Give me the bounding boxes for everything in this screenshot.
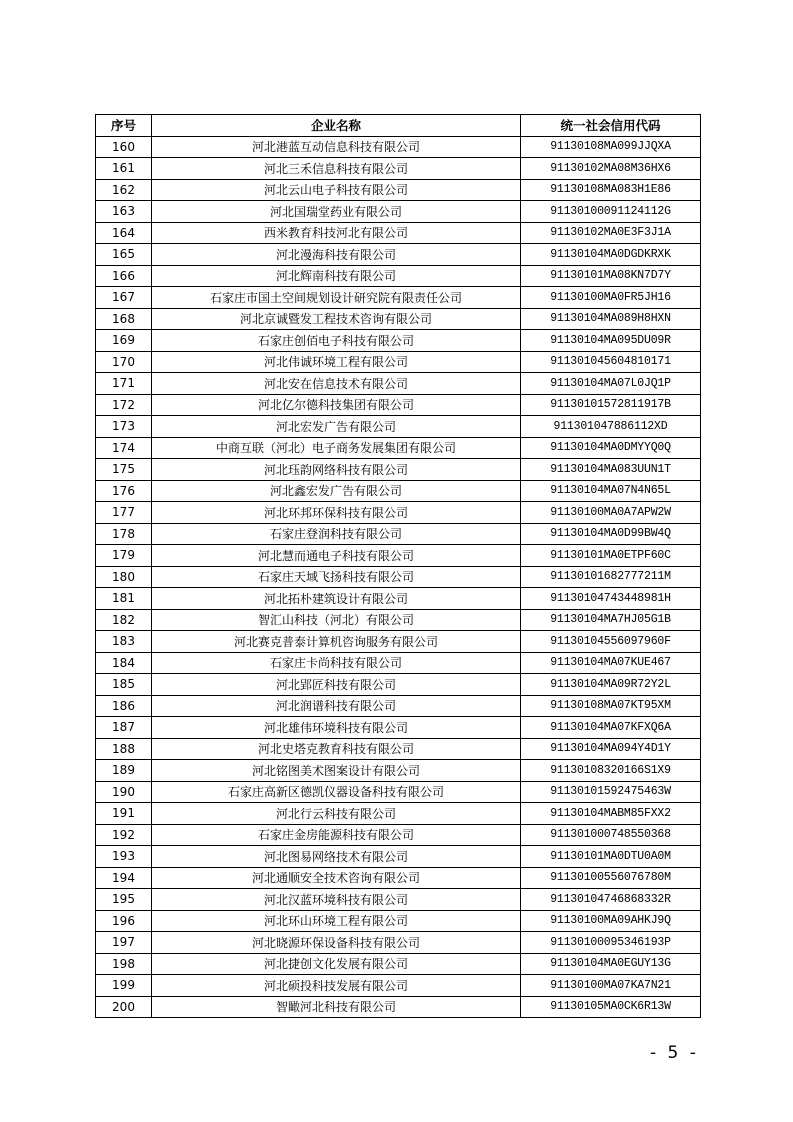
row-index: 184 (96, 652, 152, 674)
company-name: 河北史塔克教育科技有限公司 (152, 738, 521, 760)
company-name: 河北环邦环保科技有限公司 (152, 502, 521, 524)
credit-code: 91130100091124112G (521, 201, 701, 223)
row-index: 187 (96, 717, 152, 739)
row-index: 172 (96, 394, 152, 416)
credit-code: 91130104MABM85FXX2 (521, 803, 701, 825)
company-name: 河北赛克普泰计算机咨询服务有限公司 (152, 631, 521, 653)
credit-code: 91130104MA07KUE467 (521, 652, 701, 674)
table-row (96, 652, 701, 674)
company-name: 智汇山科技（河北）有限公司 (152, 609, 521, 631)
row-index: 161 (96, 158, 152, 180)
table-row (96, 738, 701, 760)
row-index: 180 (96, 566, 152, 588)
table-row (96, 867, 701, 889)
company-name: 河北云山电子科技有限公司 (152, 179, 521, 201)
enterprise-table (95, 114, 701, 1018)
row-index: 200 (96, 996, 152, 1018)
company-name: 河北鑫宏发广告有限公司 (152, 480, 521, 502)
table-row (96, 609, 701, 631)
table-row (96, 201, 701, 223)
credit-code: 91130104MA07N4N65L (521, 480, 701, 502)
row-index: 192 (96, 824, 152, 846)
table-row (96, 996, 701, 1018)
table-row (96, 846, 701, 868)
credit-code: 91130108320166S1X9 (521, 760, 701, 782)
row-index: 183 (96, 631, 152, 653)
table-row (96, 351, 701, 373)
row-index: 168 (96, 308, 152, 330)
table-row (96, 975, 701, 997)
row-index: 190 (96, 781, 152, 803)
credit-code: 91130108MA07KT95XM (521, 695, 701, 717)
row-index: 185 (96, 674, 152, 696)
row-index: 166 (96, 265, 152, 287)
table-row (96, 330, 701, 352)
table-row (96, 373, 701, 395)
credit-code: 91130100MA09AHKJ9Q (521, 910, 701, 932)
company-name: 石家庄登润科技有限公司 (152, 523, 521, 545)
row-index: 174 (96, 437, 152, 459)
company-name: 河北宏发广告有限公司 (152, 416, 521, 438)
credit-code: 91130104MA0D99BW4Q (521, 523, 701, 545)
table-row (96, 781, 701, 803)
table-row (96, 136, 701, 158)
table-row (96, 416, 701, 438)
credit-code: 91130104MA7HJ05G1B (521, 609, 701, 631)
row-index: 165 (96, 244, 152, 266)
company-name: 河北辉南科技有限公司 (152, 265, 521, 287)
company-name: 河北国瑞堂药业有限公司 (152, 201, 521, 223)
company-name: 河北漫海科技有限公司 (152, 244, 521, 266)
credit-code: 91130100556076780M (521, 867, 701, 889)
credit-code: 91130108MA083H1E86 (521, 179, 701, 201)
table-row (96, 308, 701, 330)
row-index: 191 (96, 803, 152, 825)
row-index: 162 (96, 179, 152, 201)
table-row (96, 953, 701, 975)
credit-code: 91130100MA07KA7N21 (521, 975, 701, 997)
table-row (96, 588, 701, 610)
company-name: 河北郢匠科技有限公司 (152, 674, 521, 696)
company-name: 河北捷创文化发展有限公司 (152, 953, 521, 975)
company-name: 河北润谱科技有限公司 (152, 695, 521, 717)
header-index: 序号 (96, 115, 152, 137)
header-credit-code: 统一社会信用代码 (521, 115, 701, 137)
table-row (96, 158, 701, 180)
company-name: 河北三禾信息科技有限公司 (152, 158, 521, 180)
table-row (96, 889, 701, 911)
row-index: 181 (96, 588, 152, 610)
company-name: 河北拓朴建筑设计有限公司 (152, 588, 521, 610)
company-name: 河北行云科技有限公司 (152, 803, 521, 825)
credit-code: 91130104MA0DGDKRXK (521, 244, 701, 266)
company-name: 河北珏韵网络科技有限公司 (152, 459, 521, 481)
row-index: 195 (96, 889, 152, 911)
credit-code: 91130104MA09R72Y2L (521, 674, 701, 696)
credit-code: 91130104MA07L0JQ1P (521, 373, 701, 395)
credit-code: 91130104MA083UUN1T (521, 459, 701, 481)
table-row (96, 717, 701, 739)
row-index: 173 (96, 416, 152, 438)
credit-code: 91130108MA099JJQXA (521, 136, 701, 158)
table-row (96, 287, 701, 309)
table-row (96, 222, 701, 244)
row-index: 196 (96, 910, 152, 932)
row-index: 193 (96, 846, 152, 868)
row-index: 163 (96, 201, 152, 223)
credit-code: 91130104556097960F (521, 631, 701, 653)
row-index: 160 (96, 136, 152, 158)
credit-code: 911301045604810171 (521, 351, 701, 373)
company-name: 河北硕投科技发展有限公司 (152, 975, 521, 997)
company-name: 智瞰河北科技有限公司 (152, 996, 521, 1018)
row-index: 178 (96, 523, 152, 545)
row-index: 199 (96, 975, 152, 997)
table-row (96, 674, 701, 696)
row-index: 176 (96, 480, 152, 502)
row-index: 169 (96, 330, 152, 352)
credit-code: 91130102MA0E3F3J1A (521, 222, 701, 244)
row-index: 186 (96, 695, 152, 717)
company-name: 河北汉蓝环境科技有限公司 (152, 889, 521, 911)
table-row (96, 179, 701, 201)
row-index: 164 (96, 222, 152, 244)
row-index: 179 (96, 545, 152, 567)
credit-code: 91130101572811917B (521, 394, 701, 416)
credit-code: 91130104MA0DMYYQ0Q (521, 437, 701, 459)
credit-code: 91130104MA07KFXQ6A (521, 717, 701, 739)
company-name: 河北亿尔德科技集团有限公司 (152, 394, 521, 416)
company-name: 石家庄天域飞扬科技有限公司 (152, 566, 521, 588)
table-row (96, 459, 701, 481)
row-index: 197 (96, 932, 152, 954)
table-header-row (96, 115, 701, 137)
credit-code: 91130100MA0A7APW2W (521, 502, 701, 524)
credit-code: 91130104743448981H (521, 588, 701, 610)
row-index: 198 (96, 953, 152, 975)
company-name: 石家庄创佰电子科技有限公司 (152, 330, 521, 352)
table-row (96, 631, 701, 653)
credit-code: 91130104MA0EGUY13G (521, 953, 701, 975)
table-row (96, 824, 701, 846)
header-company-name: 企业名称 (152, 115, 521, 137)
table-row (96, 437, 701, 459)
credit-code: 91130101MA0ETPF60C (521, 545, 701, 567)
table-row (96, 244, 701, 266)
row-index: 182 (96, 609, 152, 631)
table-body (96, 136, 701, 1018)
table-row (96, 803, 701, 825)
company-name: 河北港蓝互动信息科技有限公司 (152, 136, 521, 158)
company-name: 河北慧而通电子科技有限公司 (152, 545, 521, 567)
table-row (96, 695, 701, 717)
credit-code: 91130101MA08KN7D7Y (521, 265, 701, 287)
company-name: 河北安在信息技术有限公司 (152, 373, 521, 395)
row-index: 175 (96, 459, 152, 481)
credit-code: 911301000748550368 (521, 824, 701, 846)
table-row (96, 910, 701, 932)
table-row (96, 502, 701, 524)
company-name: 河北通顺安全技术咨询有限公司 (152, 867, 521, 889)
credit-code: 91130100095346193P (521, 932, 701, 954)
credit-code: 91130101592475463W (521, 781, 701, 803)
credit-code: 91130104MA095DU09R (521, 330, 701, 352)
row-index: 194 (96, 867, 152, 889)
credit-code: 91130104MA094Y4D1Y (521, 738, 701, 760)
credit-code: 91130102MA08M36HX6 (521, 158, 701, 180)
table-row (96, 545, 701, 567)
company-name: 中商互联（河北）电子商务发展集团有限公司 (152, 437, 521, 459)
table-row (96, 480, 701, 502)
company-name: 石家庄金房能源科技有限公司 (152, 824, 521, 846)
company-name: 石家庄市国土空间规划设计研究院有限责任公司 (152, 287, 521, 309)
company-name: 石家庄卡尚科技有限公司 (152, 652, 521, 674)
row-index: 170 (96, 351, 152, 373)
row-index: 189 (96, 760, 152, 782)
credit-code: 91130104MA089H8HXN (521, 308, 701, 330)
credit-code: 91130104746868332R (521, 889, 701, 911)
company-name: 河北晓源环保设备科技有限公司 (152, 932, 521, 954)
credit-code: 91130100MA0FR5JH16 (521, 287, 701, 309)
credit-code: 91130101682777211M (521, 566, 701, 588)
company-name: 石家庄高新区德凯仪器设备科技有限公司 (152, 781, 521, 803)
credit-code: 91130105MA0CK6R13W (521, 996, 701, 1018)
table-row (96, 760, 701, 782)
row-index: 171 (96, 373, 152, 395)
company-name: 西米教育科技河北有限公司 (152, 222, 521, 244)
company-name: 河北雄伟环境科技有限公司 (152, 717, 521, 739)
page-number: - 5 - (650, 1043, 699, 1063)
company-name: 河北伟诚环境工程有限公司 (152, 351, 521, 373)
credit-code: 911301047886112XD (521, 416, 701, 438)
row-index: 188 (96, 738, 152, 760)
table-row (96, 523, 701, 545)
table-row (96, 265, 701, 287)
company-name: 河北京诚暨发工程技术咨询有限公司 (152, 308, 521, 330)
row-index: 177 (96, 502, 152, 524)
company-name: 河北铭图美术图案设计有限公司 (152, 760, 521, 782)
row-index: 167 (96, 287, 152, 309)
table-row (96, 932, 701, 954)
table-row (96, 566, 701, 588)
company-name: 河北图易网络技术有限公司 (152, 846, 521, 868)
table-row (96, 394, 701, 416)
credit-code: 91130101MA0DTU0A0M (521, 846, 701, 868)
company-name: 河北环山环境工程有限公司 (152, 910, 521, 932)
